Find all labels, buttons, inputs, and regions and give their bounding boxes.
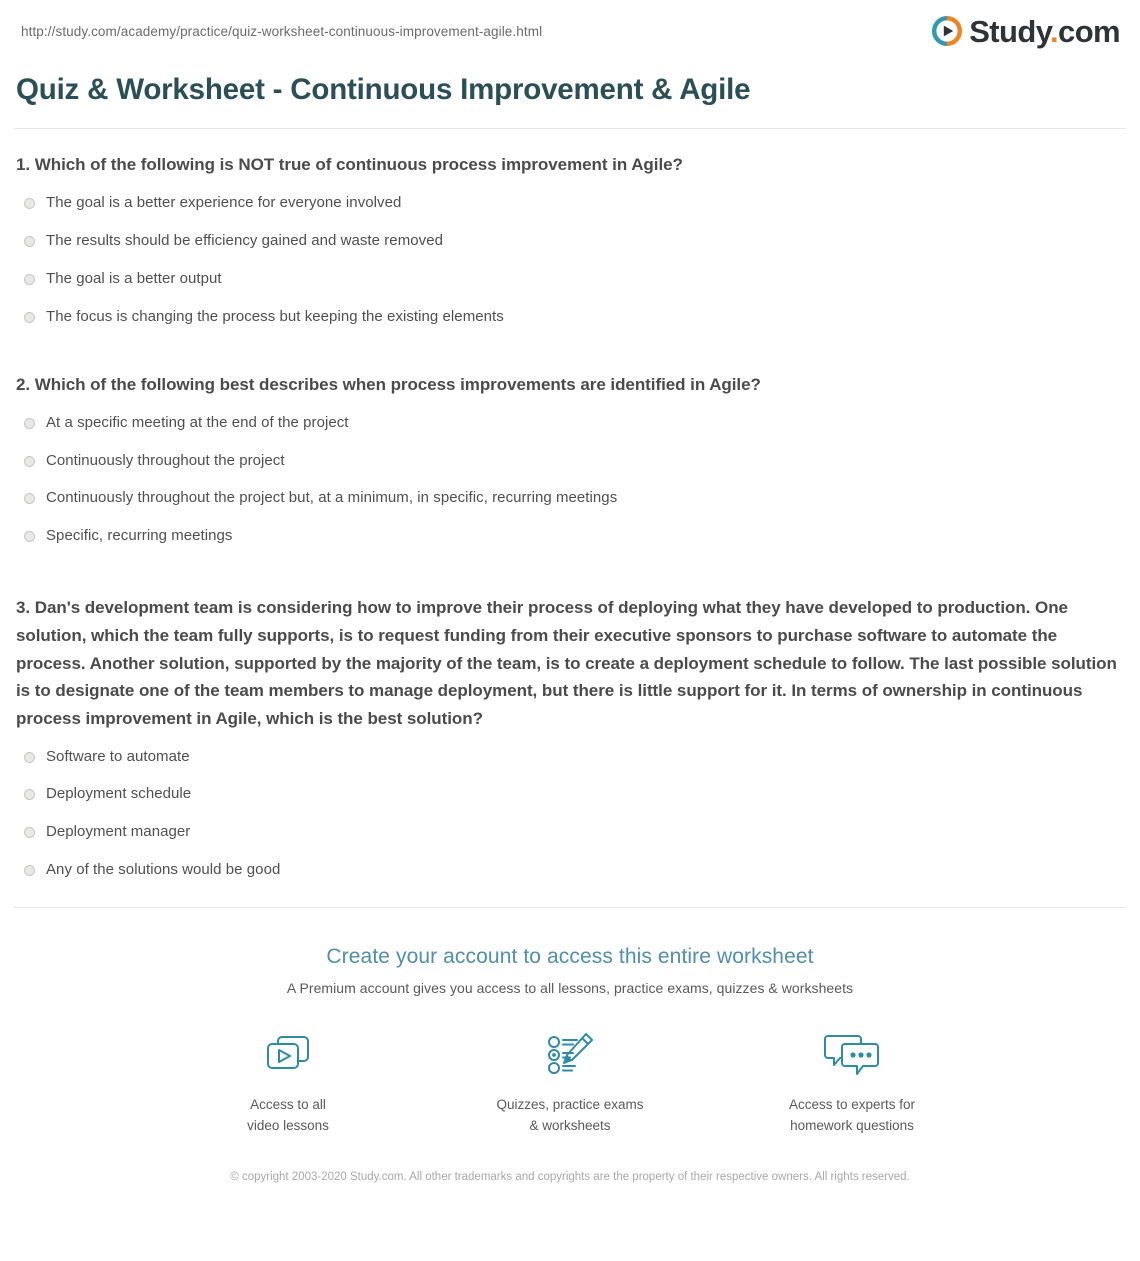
quiz-pencil-icon xyxy=(485,1026,655,1082)
answer-option[interactable] xyxy=(14,814,1126,852)
answer-label: Continuously throughout the project xyxy=(46,451,285,469)
radio-button-icon[interactable] xyxy=(24,865,35,876)
radio-button-icon[interactable] xyxy=(24,531,35,542)
answer-option[interactable] xyxy=(14,260,1126,298)
radio-button-icon[interactable] xyxy=(24,827,35,838)
question-text: 2. Which of the following best describes when process improvements are identified in Agile? xyxy=(16,374,761,394)
study-com-logo[interactable] xyxy=(932,13,1126,49)
answer-label: Continuously throughout the project but, at a minimum, in specific, recurring meetings xyxy=(46,489,618,507)
brand-tld: com xyxy=(1058,13,1120,49)
question-block xyxy=(14,594,1126,889)
answer-option[interactable] xyxy=(14,442,1126,480)
answer-label: Specific, recurring meetings xyxy=(46,527,233,545)
question-block xyxy=(14,371,1126,556)
answer-option[interactable] xyxy=(14,298,1126,336)
answer-option[interactable] xyxy=(14,223,1126,261)
brand-dot: . xyxy=(1050,13,1059,49)
question-text: 1. Which of the following is NOT true of continuous process improvement in Agile? xyxy=(16,155,683,175)
video-lessons-icon xyxy=(203,1026,373,1082)
answer-option[interactable] xyxy=(14,738,1126,776)
answer-options xyxy=(14,185,1126,336)
answer-options xyxy=(14,738,1126,889)
speech-bubbles-icon xyxy=(767,1026,937,1082)
feature-experts xyxy=(767,1026,937,1136)
feature-quizzes xyxy=(485,1026,655,1136)
radio-button-icon[interactable] xyxy=(24,198,35,209)
answer-options xyxy=(14,404,1126,555)
page-header xyxy=(14,0,1126,54)
cta-title[interactable]: Create your account to access this entire worksheet xyxy=(326,945,814,969)
question-spacer xyxy=(14,344,1126,371)
question-block xyxy=(14,151,1126,336)
copyright-text: © copyright 2003-2020 Study.com. All other trademarks and copyrights are the property of their respective owners. All rights reserved. xyxy=(230,1171,910,1184)
page-url: http://study.com/academy/practice/quiz-worksheet-continuous-improvement-agile.html xyxy=(21,23,543,39)
answer-label: The goal is a better output xyxy=(46,269,222,287)
answer-label: The results should be efficiency gained and waste removed xyxy=(46,232,443,250)
create-account-cta xyxy=(14,908,1126,996)
answer-label: Deployment manager xyxy=(46,823,191,841)
answer-option[interactable] xyxy=(14,404,1126,442)
radio-button-icon[interactable] xyxy=(24,418,35,429)
radio-button-icon[interactable] xyxy=(24,789,35,800)
cta-subtitle: A Premium account gives you access to all lessons, practice exams, quizzes & worksheets xyxy=(286,980,854,997)
radio-button-icon[interactable] xyxy=(24,493,35,504)
feature-label: Quizzes, practice exams & worksheets xyxy=(496,1097,644,1133)
feature-video-lessons xyxy=(203,1026,373,1136)
answer-label: At a specific meeting at the end of the project xyxy=(46,413,349,431)
answer-label: Any of the solutions would be good xyxy=(46,860,281,878)
answer-label: The goal is a better experience for everyone involved xyxy=(46,194,402,212)
page-title: Quiz & Worksheet - Continuous Improvement & Agile xyxy=(16,73,751,106)
brand-name: Study xyxy=(969,13,1051,49)
feature-label: Access to all video lessons xyxy=(247,1097,329,1133)
feature-list xyxy=(14,1026,1126,1136)
answer-option[interactable] xyxy=(14,185,1126,223)
radio-button-icon[interactable] xyxy=(24,752,35,763)
answer-label: Software to automate xyxy=(46,747,190,765)
answer-label: The focus is changing the process but keeping the existing elements xyxy=(46,307,504,325)
brand-wordmark xyxy=(969,13,1120,49)
questions-list xyxy=(14,129,1126,889)
answer-option[interactable] xyxy=(14,518,1126,556)
play-circle-icon xyxy=(932,16,962,46)
answer-label: Deployment schedule xyxy=(46,785,192,803)
radio-button-icon[interactable] xyxy=(24,274,35,285)
page-footer xyxy=(14,907,1126,1187)
radio-button-icon[interactable] xyxy=(24,312,35,323)
radio-button-icon[interactable] xyxy=(24,456,35,467)
answer-option[interactable] xyxy=(14,776,1126,814)
radio-button-icon[interactable] xyxy=(24,236,35,247)
question-text: 3. Dan's development team is considering how to improve their process of deploying what they have developed to production. One solution, which the team fully supports, is to request funding from their executive sponsors to purchase software to automate the process. Another solution, supported by the majority of the team, is to create a deployment schedule to follow. The last possible solution is to designate one of the team members to manage deployment, but there is little support for it. In terms of ownership in continuous process improvement in Agile, which is the best solution? xyxy=(16,598,1117,728)
answer-option[interactable] xyxy=(14,480,1126,518)
question-spacer xyxy=(14,563,1126,594)
feature-label: Access to experts for homework questions xyxy=(788,1097,916,1133)
answer-option[interactable] xyxy=(14,851,1126,889)
